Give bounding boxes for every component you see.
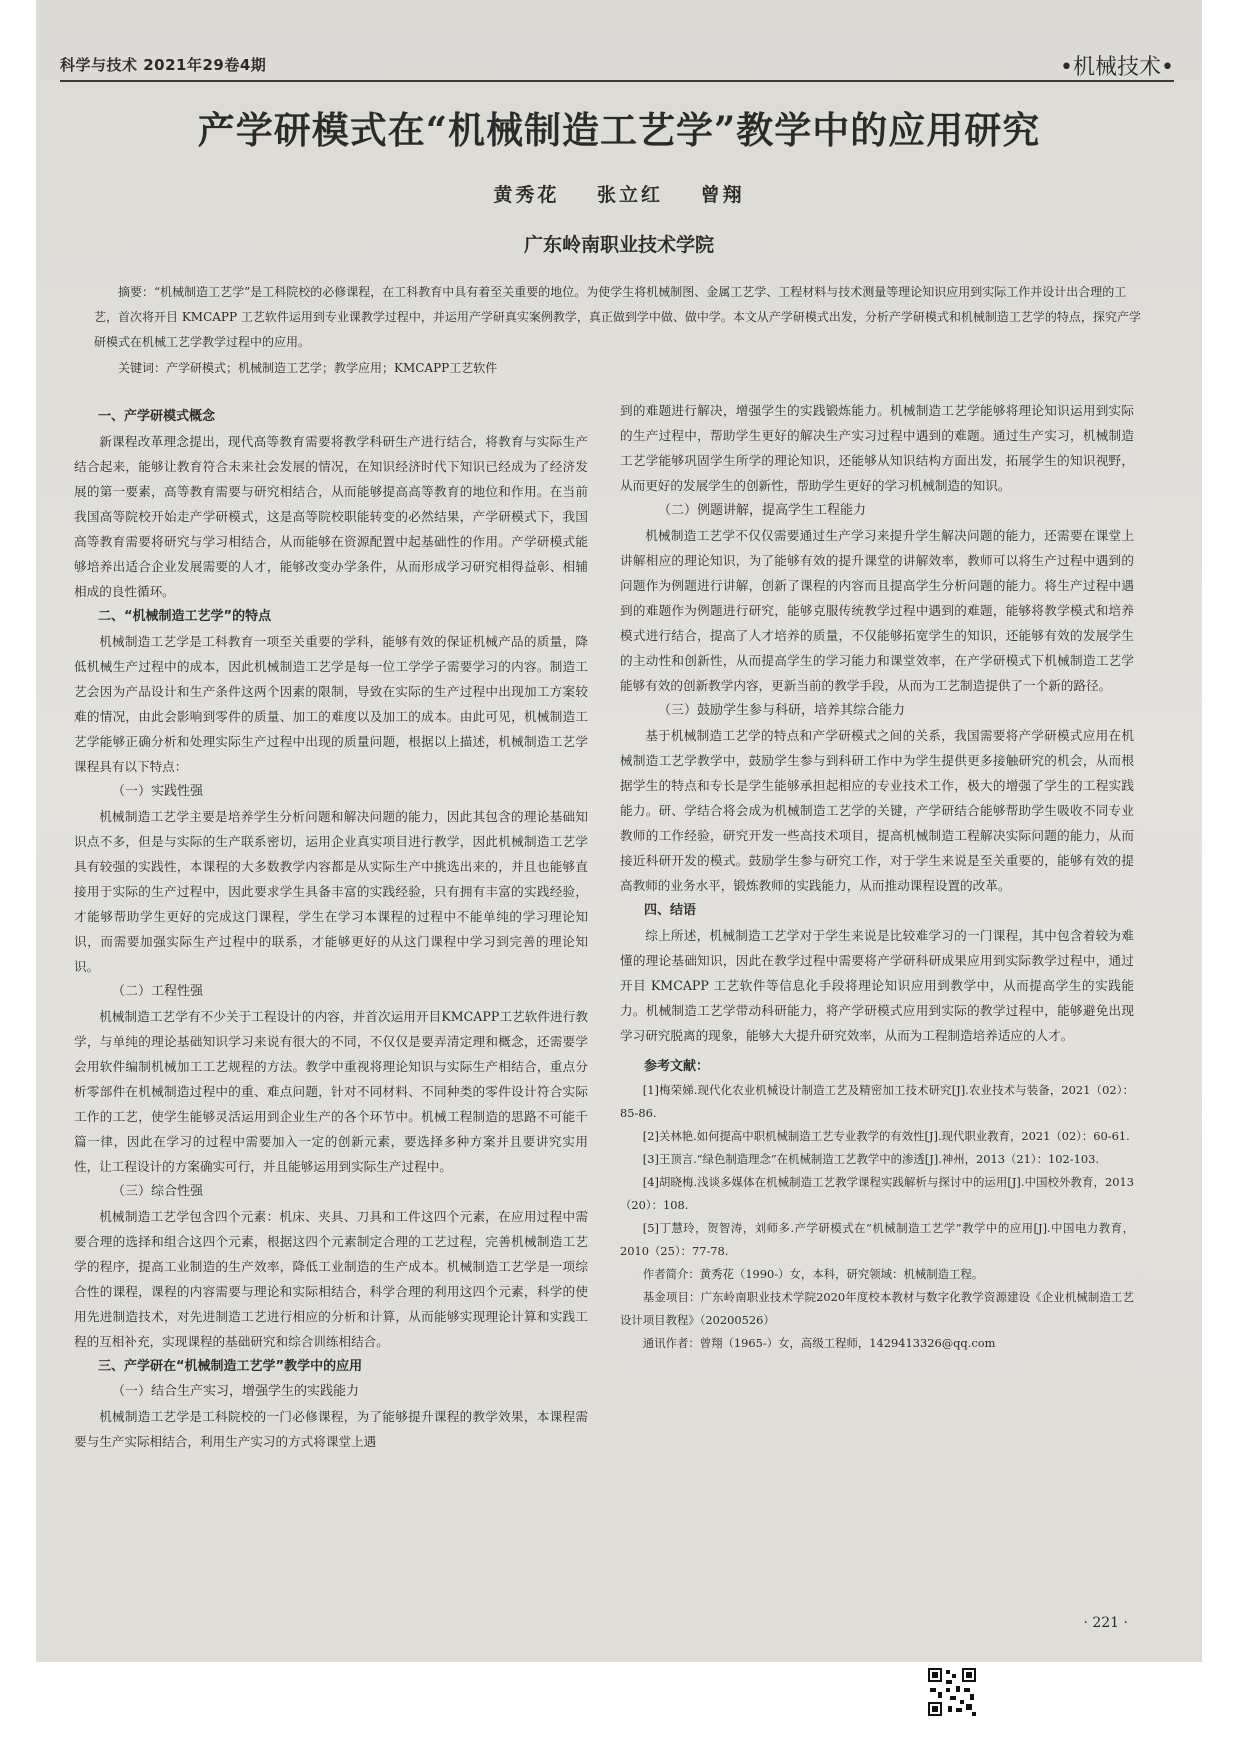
paragraph: 机械制造工艺学不仅仅需要通过生产学习来提升学生解决问题的能力，还需要在课堂上讲解相应的理论知识，为了能够有效的提升课堂的讲解效率，教师可以将生产过程中遇到的问题作为例题进行讲解，创新了课程的内容而且提高学生分析问题的能力。将生产过程中遇到的难题作为例题进行研究，能够克服传统教学过程中遇到的难题，能够将教学模式和培养模式进行结合，提高了人才培养的质量，不仅能够拓宽学生的知识，还能够有效的发展学生的主动性和创新性，从而提高学生的学习能力和课堂效率，在产学研模式下机械制造工艺学能够有效的创新教学内容，更新当前的教学手段，从而为工艺制造提供了一个新的路径。	[620, 528, 1134, 693]
references-title: 参考文献：	[644, 1059, 710, 1074]
paragraph: 新课程改革理念提出，现代高等教育需要将教学科研生产进行结合，将教育与实际生产结合起来，能够让教育符合未来社会发展的情况，在知识经济时代下知识已经成为了经济发展的第一要素，高等教育需要与研究相结合，从而能够提高高等教育的地位和作用。在当前我国高等院校开始走产学研模式，这是高等院校职能转变的必然结果，产学研模式下，我国高等教育需要将研究与学习相结合，从而能够在资源配置中起基础性的作用。产学研模式能够培养出适合企业发展需要的人才，能够改变办学条件，从而形成学习研究相得益彰、相辅相成的良性循环。	[74, 434, 588, 599]
left-column	[74, 404, 588, 1632]
section-tag: •机械技术•	[1060, 55, 1174, 80]
subsection-heading: （三）鼓励学生参与科研，培养其综合能力	[658, 703, 906, 718]
abstract: 摘要：“机械制造工艺学”是工科院校的必修课程，在工科教育中具有着至关重要的地位。为使学生将机械制图、金属工艺学、工程材料与技术测量等理论知识应用到实际工作并设计出合理的工艺，首次将开目 KMCAPP 工艺软件运用到专业课教学过程中，并运用产学研真实案例教学，真正做到学中做、做中学。本文从产学研模式出发，分析产学研模式和机械制造工艺学的特点，探究产学研模式在机械工艺学教学过程中的应用。	[94, 285, 1141, 349]
subsection-heading: （一）实践性强	[112, 784, 204, 799]
section-heading: 二、“机械制造工艺学”的特点	[98, 609, 272, 624]
affiliation: 广东岭南职业技术学院	[523, 234, 714, 256]
contact-note: 通讯作者：曾翔（1965-）女，高级工程师，1429413326@qq.com	[642, 1336, 996, 1350]
paragraph: 机械制造工艺学是工科院校的一门必修课程，为了能够提升课程的教学效果，本课程需要与生产实际相结合，利用生产实习的方式将课堂上遇	[74, 1409, 588, 1449]
qr-code-icon	[926, 1666, 978, 1718]
section-heading: 四、结语	[644, 903, 697, 918]
scanned-page	[36, 0, 1202, 1662]
journal-info: 科学与技术 2021年29卷4期	[60, 56, 267, 74]
running-header	[60, 44, 1174, 82]
section-heading: 三、产学研在“机械制造工艺学”教学中的应用	[98, 1359, 363, 1374]
subsection-heading: （二）例题讲解，提高学生工程能力	[658, 503, 867, 518]
reference-item: [1]梅荣娣.现代化农业机械设计制造工艺及精密加工技术研究[J].农业技术与装备，2021（02）：85-86.	[620, 1083, 1134, 1120]
paragraph: 机械制造工艺学有不少关于工程设计的内容，并首次运用开目KMCAPP工艺软件进行教学，与单纯的理论基础知识学习来说有很大的不同，不仅仅是要弄清定理和概念，还需要学会用软件编制机械加工工艺规程的方法。教学中重视将理论知识与实际生产相结合，重点分析零部件在机械制造过程中的重、难点问题，针对不同材料、不同种类的零件设计符合实际工作的工艺，使学生能够灵活运用到企业生产的各个环节中。机械工程制造的思路不可能千篇一律，因此在学习的过程中需要加入一定的创新元素，要选择多种方案并且要讲究实用性，让工程设计的方案确实可行，并且能够运用到实际生产过程中。	[74, 1009, 588, 1174]
keywords: 关键词：产学研模式；机械制造工艺学；教学应用；KMCAPP工艺软件	[118, 361, 498, 375]
right-column	[620, 398, 1134, 1626]
paragraph: 基于机械制造工艺学的特点和产学研模式之间的关系，我国需要将产学研模式应用在机械制造工艺学教学中，鼓励学生参与到科研工作中为学生提供更多接触研究的机会，从而根据学生的特点和专长是学生能够承担起相应的专业技术工作，极大的增强了学生的工程实践能力。研、学结合将会成为机械制造工艺学的关键，产学研结合能够帮助学生吸收不同专业教师的工作经验，研究开发一些高技术项目，提高机械制造工程解决实际问题的能力，从而接近科研开发的模式。鼓励学生参与研究工作，对于学生来说是至关重要的，能够有效的提高教师的业务水平，锻炼教师的实践能力，从而推动课程设置的改革。	[620, 728, 1134, 893]
page-number: · 221 ·	[1083, 1615, 1128, 1631]
reference-item: [3]王顶言.“绿色制造理念”在机械制造工艺教学中的渗透[J].神州，2013（21）：102-103.	[642, 1152, 1099, 1166]
paragraph: 综上所述，机械制造工艺学对于学生来说是比较难学习的一门课程，其中包含着较为难懂的理论基础知识，因此在教学过程中需要将产学研科研成果应用到实际教学过程中，通过开目 KMCAPP 工艺软件等信息化手段将理论知识应用到教学中，从而提高学生的实践能力。机械制造工艺学带动科研能力，将产学研模式应用到实际的教学过程中，能够避免出现学习研究脱离的现象，能够大大提升研究效率，从而为工程制造培养适应的人才。	[620, 928, 1134, 1043]
authors: 黄秀花 张立红 曾翔	[493, 184, 745, 206]
reference-item: [5]丁慧玲，贺智涛，刘师多.产学研模式在“机械制造工艺学”教学中的应用[J].中国电力教育，2010（25）：77-78.	[620, 1221, 1134, 1258]
subsection-heading: （二）工程性强	[112, 984, 204, 999]
paragraph: 机械制造工艺学包含四个元素：机床、夹具、刀具和工件这四个元素，在应用过程中需要合理的选择和组合这四个元素，根据这四个元素制定合理的工艺过程，完善机械制造工艺学的程序，提高工业制造的生产效率，降低工业制造的生产成本。机械制造工艺学是一项综合性的课程，课程的内容需要与理论和实际相结合，科学合理的利用这四个元素，科学的使用先进制造技术，对先进制造工艺进行相应的分析和计算，从而能够实现理论计算和实践工程的互相补充，实现课程的基础研究和综合训练相结合。	[74, 1209, 588, 1349]
author-note: 作者简介：黄秀花（1990-）女，本科，研究领域：机械制造工程。	[642, 1267, 984, 1281]
subsection-heading: （三）综合性强	[112, 1184, 204, 1199]
paragraph: 机械制造工艺学是工科教育一项至关重要的学科，能够有效的保证机械产品的质量，降低机械生产过程中的成本，因此机械制造工艺学是每一位工学学子需要学习的内容。制造工艺会因为产品设计和生产条件这两个因素的限制，导致在实际的生产过程中出现加工方案较难的情况，由此会影响到零件的质量、加工的难度以及加工的成本。由此可见，机械制造工艺学能够正确分析和处理实际生产过程中出现的质量问题，根据以上描述，机械制造工艺学课程具有以下特点：	[74, 634, 588, 774]
section-heading: 一、产学研模式概念	[98, 409, 216, 424]
article-title: 产学研模式在“机械制造工艺学”教学中的应用研究	[197, 108, 1041, 152]
reference-item: [2]关林艳.如何提高中职机械制造工艺专业教学的有效性[J].现代职业教育，2021（02）：60-61.	[642, 1129, 1130, 1143]
reference-item: [4]胡晓梅.浅谈多媒体在机械制造工艺教学课程实践解析与探讨中的运用[J].中国校外教育，2013（20）：108.	[620, 1175, 1134, 1212]
fund-note: 基金项目：广东岭南职业技术学院2020年度校本教材与数字化教学资源建设《企业机械制造工艺设计项目教程》（20200526）	[620, 1290, 1134, 1327]
paragraph: 机械制造工艺学主要是培养学生分析问题和解决问题的能力，因此其包含的理论基础知识点不多，但是与实际的生产联系密切，运用企业真实项目进行教学，因此机械制造工艺学具有较强的实践性，本课程的大多数教学内容都是从实际生产中挑选出来的，并且也能够直接用于实际的生产过程中，因此要求学生具备丰富的实践经验，只有拥有丰富的实践经验，才能够帮助学生更好的完成这门课程，学生在学习本课程的过程中不能单纯的学习理论知识，而需要加强实际生产过程中的联系，才能够更好的从这门课程中学习到完善的理论知识。	[74, 809, 588, 974]
paragraph: 到的难题进行解决，增强学生的实践锻炼能力。机械制造工艺学能够将理论知识运用到实际的生产过程中，帮助学生更好的解决生产实习过程中遇到的难题。通过生产实习，机械制造工艺学能够巩固学生所学的理论知识，还能够从知识结构方面出发，拓展学生的知识视野，从而更好的发展学生的创新性，帮助学生更好的学习机械制造的知识。	[620, 403, 1134, 493]
subsection-heading: （一）结合生产实习，增强学生的实践能力	[112, 1384, 360, 1399]
